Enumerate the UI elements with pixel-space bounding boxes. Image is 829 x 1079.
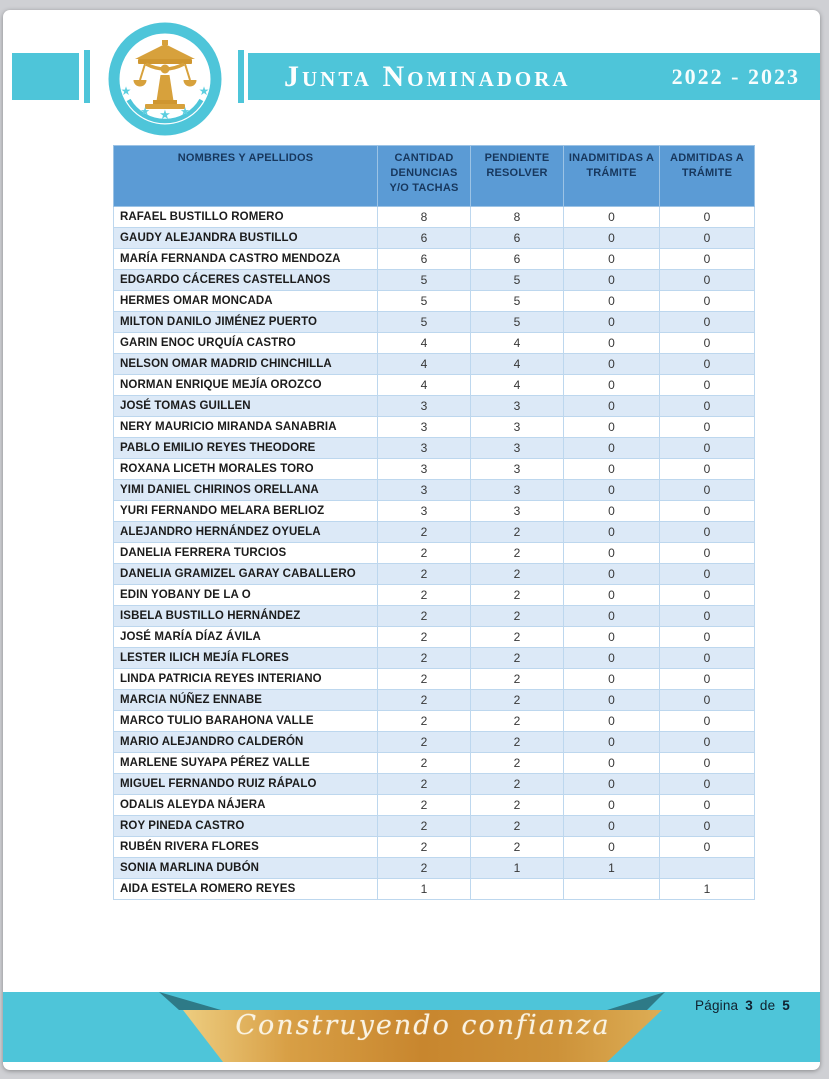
table-header-row <box>114 146 755 207</box>
candidate-name-cell: GARIN ENOC URQUÍA CASTRO <box>114 333 378 354</box>
value-cell-pendiente: 4 <box>471 375 564 396</box>
candidate-name-cell: PABLO EMILIO REYES THEODORE <box>114 438 378 459</box>
value-cell-pendiente: 3 <box>471 480 564 501</box>
value-cell-inadmitidas: 0 <box>564 585 660 606</box>
value-cell-denuncias: 5 <box>378 291 471 312</box>
candidate-name-cell: DANELIA FERRERA TURCIOS <box>114 543 378 564</box>
table-row <box>114 837 755 858</box>
denuncias-table-container <box>113 145 754 900</box>
table-row <box>114 228 755 249</box>
table-row <box>114 648 755 669</box>
candidate-name-cell: JOSÉ TOMAS GUILLEN <box>114 396 378 417</box>
table-row <box>114 879 755 900</box>
value-cell-pendiente: 2 <box>471 564 564 585</box>
value-cell-admitidas: 0 <box>660 795 755 816</box>
value-cell-denuncias: 6 <box>378 228 471 249</box>
value-cell-denuncias: 2 <box>378 648 471 669</box>
value-cell-admitidas: 0 <box>660 690 755 711</box>
candidate-name-cell: ROY PINEDA CASTRO <box>114 816 378 837</box>
value-cell-inadmitidas: 0 <box>564 522 660 543</box>
value-cell-denuncias: 5 <box>378 270 471 291</box>
candidate-name-cell: ISBELA BUSTILLO HERNÁNDEZ <box>114 606 378 627</box>
value-cell-admitidas: 0 <box>660 732 755 753</box>
value-cell-admitidas: 0 <box>660 501 755 522</box>
table-row <box>114 501 755 522</box>
value-cell-pendiente: 2 <box>471 774 564 795</box>
candidate-name-cell: NORMAN ENRIQUE MEJÍA OROZCO <box>114 375 378 396</box>
value-cell-admitidas: 0 <box>660 459 755 480</box>
value-cell-pendiente: 5 <box>471 291 564 312</box>
value-cell-denuncias: 5 <box>378 312 471 333</box>
value-cell-pendiente: 2 <box>471 795 564 816</box>
table-row <box>114 627 755 648</box>
table-row <box>114 732 755 753</box>
table-row <box>114 753 755 774</box>
junta-nominadora-logo-icon <box>105 19 225 139</box>
value-cell-admitidas: 0 <box>660 375 755 396</box>
value-cell-admitidas: 0 <box>660 438 755 459</box>
value-cell-denuncias: 2 <box>378 816 471 837</box>
table-row <box>114 711 755 732</box>
value-cell-inadmitidas: 0 <box>564 711 660 732</box>
value-cell-pendiente: 6 <box>471 228 564 249</box>
value-cell-inadmitidas: 0 <box>564 438 660 459</box>
candidate-name-cell: DANELIA GRAMIZEL GARAY CABALLERO <box>114 564 378 585</box>
value-cell-admitidas: 1 <box>660 879 755 900</box>
candidate-name-cell: MARÍA FERNANDA CASTRO MENDOZA <box>114 249 378 270</box>
value-cell-pendiente: 2 <box>471 543 564 564</box>
value-cell-admitidas: 0 <box>660 291 755 312</box>
table-row <box>114 690 755 711</box>
value-cell-pendiente: 3 <box>471 438 564 459</box>
value-cell-admitidas: 0 <box>660 774 755 795</box>
candidate-name-cell: RAFAEL BUSTILLO ROMERO <box>114 207 378 228</box>
value-cell-denuncias: 2 <box>378 837 471 858</box>
column-header-nombres: NOMBRES Y APELLIDOS <box>114 146 378 207</box>
value-cell-inadmitidas: 1 <box>564 858 660 879</box>
value-cell-pendiente: 2 <box>471 837 564 858</box>
value-cell-admitidas <box>660 858 755 879</box>
table-row <box>114 522 755 543</box>
header-banner <box>248 53 820 100</box>
value-cell-pendiente: 4 <box>471 333 564 354</box>
value-cell-inadmitidas: 0 <box>564 753 660 774</box>
value-cell-pendiente: 3 <box>471 501 564 522</box>
page-number-separator: de <box>759 998 776 1013</box>
header-divider-bar-right <box>238 50 244 103</box>
value-cell-admitidas: 0 <box>660 480 755 501</box>
table-row <box>114 333 755 354</box>
value-cell-pendiente: 2 <box>471 648 564 669</box>
value-cell-denuncias: 2 <box>378 564 471 585</box>
value-cell-denuncias: 2 <box>378 606 471 627</box>
value-cell-admitidas: 0 <box>660 564 755 585</box>
table-row <box>114 669 755 690</box>
candidate-name-cell: LESTER ILICH MEJÍA FLORES <box>114 648 378 669</box>
svg-text:★: ★ <box>198 84 210 98</box>
candidate-name-cell: MARLENE SUYAPA PÉREZ VALLE <box>114 753 378 774</box>
candidate-name-cell: ALEJANDRO HERNÁNDEZ OYUELA <box>114 522 378 543</box>
candidate-name-cell: LINDA PATRICIA REYES INTERIANO <box>114 669 378 690</box>
value-cell-inadmitidas: 0 <box>564 690 660 711</box>
table-row <box>114 816 755 837</box>
value-cell-inadmitidas: 0 <box>564 396 660 417</box>
header-divider-bar-left <box>84 50 90 103</box>
value-cell-admitidas: 0 <box>660 228 755 249</box>
svg-text:★: ★ <box>140 105 150 118</box>
candidate-name-cell: YURI FERNANDO MELARA BERLIOZ <box>114 501 378 522</box>
page-number-total: 5 <box>782 998 790 1013</box>
value-cell-inadmitidas: 0 <box>564 774 660 795</box>
page-number <box>695 998 790 1013</box>
value-cell-denuncias: 6 <box>378 249 471 270</box>
value-cell-denuncias: 2 <box>378 774 471 795</box>
footer-slogan: Construyendo confianza <box>235 1010 611 1041</box>
value-cell-admitidas: 0 <box>660 669 755 690</box>
column-header-pendiente-resolver: PENDIENTE RESOLVER <box>471 146 564 207</box>
value-cell-inadmitidas: 0 <box>564 669 660 690</box>
value-cell-inadmitidas: 0 <box>564 207 660 228</box>
value-cell-denuncias: 2 <box>378 690 471 711</box>
period-label: 2022 - 2023 <box>671 63 800 89</box>
candidate-name-cell: GAUDY ALEJANDRA BUSTILLO <box>114 228 378 249</box>
value-cell-inadmitidas: 0 <box>564 312 660 333</box>
value-cell-inadmitidas: 0 <box>564 837 660 858</box>
value-cell-pendiente <box>471 879 564 900</box>
value-cell-denuncias: 3 <box>378 417 471 438</box>
candidate-name-cell: SONIA MARLINA DUBÓN <box>114 858 378 879</box>
value-cell-denuncias: 2 <box>378 711 471 732</box>
value-cell-inadmitidas: 0 <box>564 648 660 669</box>
table-row <box>114 207 755 228</box>
value-cell-admitidas: 0 <box>660 417 755 438</box>
value-cell-denuncias: 2 <box>378 858 471 879</box>
table-row <box>114 354 755 375</box>
candidate-name-cell: EDIN YOBANY DE LA O <box>114 585 378 606</box>
table-row <box>114 438 755 459</box>
value-cell-admitidas: 0 <box>660 522 755 543</box>
value-cell-denuncias: 2 <box>378 732 471 753</box>
svg-text:★: ★ <box>159 108 171 123</box>
value-cell-pendiente: 2 <box>471 606 564 627</box>
table-row <box>114 564 755 585</box>
value-cell-admitidas: 0 <box>660 333 755 354</box>
candidate-name-cell: ROXANA LICETH MORALES TORO <box>114 459 378 480</box>
table-row <box>114 606 755 627</box>
candidate-name-cell: MILTON DANILO JIMÉNEZ PUERTO <box>114 312 378 333</box>
table-row <box>114 417 755 438</box>
value-cell-pendiente: 5 <box>471 312 564 333</box>
value-cell-denuncias: 2 <box>378 627 471 648</box>
value-cell-admitidas: 0 <box>660 753 755 774</box>
value-cell-pendiente: 2 <box>471 627 564 648</box>
value-cell-pendiente: 2 <box>471 690 564 711</box>
value-cell-pendiente: 2 <box>471 585 564 606</box>
page-number-current: 3 <box>745 998 753 1013</box>
table-row <box>114 774 755 795</box>
table-row <box>114 270 755 291</box>
value-cell-admitidas: 0 <box>660 312 755 333</box>
value-cell-admitidas: 0 <box>660 585 755 606</box>
value-cell-denuncias: 3 <box>378 438 471 459</box>
value-cell-inadmitidas: 0 <box>564 459 660 480</box>
column-header-cantidad-denuncias: CANTIDAD DENUNCIAS Y/O TACHAS <box>378 146 471 207</box>
value-cell-denuncias: 2 <box>378 585 471 606</box>
table-row <box>114 858 755 879</box>
table-row <box>114 585 755 606</box>
value-cell-pendiente: 2 <box>471 711 564 732</box>
candidate-name-cell: ODALIS ALEYDA NÁJERA <box>114 795 378 816</box>
value-cell-pendiente: 2 <box>471 816 564 837</box>
value-cell-inadmitidas: 0 <box>564 816 660 837</box>
candidate-name-cell: HERMES OMAR MONCADA <box>114 291 378 312</box>
column-header-admitidas: ADMITIDAS A TRÁMITE <box>660 146 755 207</box>
value-cell-inadmitidas: 0 <box>564 291 660 312</box>
value-cell-inadmitidas: 0 <box>564 564 660 585</box>
value-cell-pendiente: 3 <box>471 396 564 417</box>
page-title: Junta Nominadora <box>284 59 571 93</box>
candidate-name-cell: MARCO TULIO BARAHONA VALLE <box>114 711 378 732</box>
value-cell-admitidas: 0 <box>660 837 755 858</box>
value-cell-admitidas: 0 <box>660 270 755 291</box>
value-cell-denuncias: 4 <box>378 333 471 354</box>
header-left-band <box>12 53 79 100</box>
candidate-name-cell: AIDA ESTELA ROMERO REYES <box>114 879 378 900</box>
value-cell-inadmitidas: 0 <box>564 480 660 501</box>
candidate-name-cell: EDGARDO CÁCERES CASTELLANOS <box>114 270 378 291</box>
value-cell-inadmitidas: 0 <box>564 606 660 627</box>
value-cell-denuncias: 2 <box>378 543 471 564</box>
value-cell-pendiente: 4 <box>471 354 564 375</box>
value-cell-admitidas: 0 <box>660 648 755 669</box>
value-cell-inadmitidas: 0 <box>564 354 660 375</box>
value-cell-pendiente: 2 <box>471 753 564 774</box>
value-cell-inadmitidas: 0 <box>564 417 660 438</box>
value-cell-admitidas: 0 <box>660 354 755 375</box>
document-page <box>3 10 820 1070</box>
value-cell-pendiente: 3 <box>471 459 564 480</box>
value-cell-pendiente: 5 <box>471 270 564 291</box>
value-cell-inadmitidas: 0 <box>564 501 660 522</box>
table-row <box>114 396 755 417</box>
value-cell-inadmitidas: 0 <box>564 249 660 270</box>
value-cell-pendiente: 2 <box>471 669 564 690</box>
value-cell-pendiente: 2 <box>471 732 564 753</box>
table-body <box>114 207 755 900</box>
value-cell-pendiente: 3 <box>471 417 564 438</box>
table-row <box>114 795 755 816</box>
candidate-name-cell: NERY MAURICIO MIRANDA SANABRIA <box>114 417 378 438</box>
table-row <box>114 249 755 270</box>
table-row <box>114 375 755 396</box>
value-cell-denuncias: 4 <box>378 375 471 396</box>
column-header-inadmitidas: INADMITIDAS A TRÁMITE <box>564 146 660 207</box>
value-cell-inadmitidas: 0 <box>564 627 660 648</box>
value-cell-denuncias: 2 <box>378 522 471 543</box>
value-cell-admitidas: 0 <box>660 606 755 627</box>
value-cell-inadmitidas: 0 <box>564 333 660 354</box>
value-cell-inadmitidas: 0 <box>564 795 660 816</box>
value-cell-pendiente: 1 <box>471 858 564 879</box>
value-cell-denuncias: 2 <box>378 669 471 690</box>
table-row <box>114 312 755 333</box>
value-cell-admitidas: 0 <box>660 396 755 417</box>
denuncias-table <box>113 145 755 900</box>
value-cell-denuncias: 2 <box>378 753 471 774</box>
value-cell-denuncias: 3 <box>378 396 471 417</box>
table-row <box>114 291 755 312</box>
svg-text:★: ★ <box>180 105 190 118</box>
value-cell-denuncias: 3 <box>378 501 471 522</box>
value-cell-denuncias: 2 <box>378 795 471 816</box>
table-row <box>114 480 755 501</box>
value-cell-denuncias: 4 <box>378 354 471 375</box>
value-cell-pendiente: 2 <box>471 522 564 543</box>
value-cell-pendiente: 6 <box>471 249 564 270</box>
candidate-name-cell: NELSON OMAR MADRID CHINCHILLA <box>114 354 378 375</box>
value-cell-inadmitidas: 0 <box>564 270 660 291</box>
table-row <box>114 459 755 480</box>
value-cell-inadmitidas: 0 <box>564 375 660 396</box>
candidate-name-cell: JOSÉ MARÍA DÍAZ ÁVILA <box>114 627 378 648</box>
candidate-name-cell: MARCIA NÚÑEZ ENNABE <box>114 690 378 711</box>
candidate-name-cell: MIGUEL FERNANDO RUIZ RÁPALO <box>114 774 378 795</box>
table-row <box>114 543 755 564</box>
value-cell-admitidas: 0 <box>660 627 755 648</box>
page-number-label: Página <box>695 998 739 1013</box>
value-cell-inadmitidas <box>564 879 660 900</box>
value-cell-inadmitidas: 0 <box>564 543 660 564</box>
value-cell-inadmitidas: 0 <box>564 228 660 249</box>
value-cell-admitidas: 0 <box>660 711 755 732</box>
candidate-name-cell: RUBÉN RIVERA FLORES <box>114 837 378 858</box>
value-cell-admitidas: 0 <box>660 249 755 270</box>
value-cell-denuncias: 3 <box>378 480 471 501</box>
value-cell-denuncias: 1 <box>378 879 471 900</box>
value-cell-denuncias: 8 <box>378 207 471 228</box>
value-cell-admitidas: 0 <box>660 543 755 564</box>
value-cell-pendiente: 8 <box>471 207 564 228</box>
value-cell-admitidas: 0 <box>660 207 755 228</box>
value-cell-inadmitidas: 0 <box>564 732 660 753</box>
svg-text:★: ★ <box>120 84 132 98</box>
candidate-name-cell: YIMI DANIEL CHIRINOS ORELLANA <box>114 480 378 501</box>
value-cell-admitidas: 0 <box>660 816 755 837</box>
candidate-name-cell: MARIO ALEJANDRO CALDERÓN <box>114 732 378 753</box>
value-cell-denuncias: 3 <box>378 459 471 480</box>
